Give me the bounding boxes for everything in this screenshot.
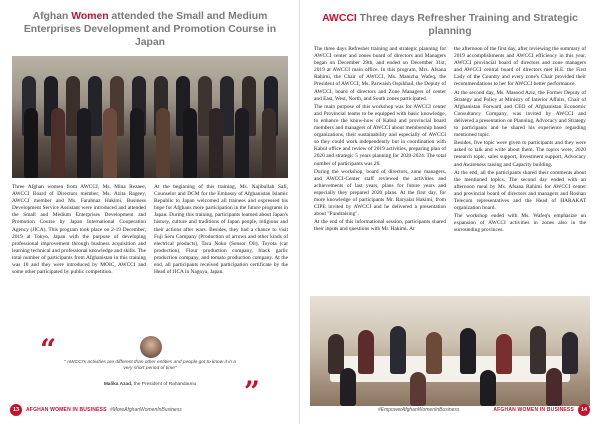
open-quote-icon: “ [40,333,57,366]
headline-text: attended the Small and Medium Enterprises Development and Promotion Course in Japan [23,11,277,48]
close-quote-icon: ” [243,375,260,408]
headline-text: Three days Refresher Training and Strategic planning [356,13,578,37]
paragraph: Besides, five topic were given to participants and they were asked to talk and write about them. The topics were, 2020 research topic, sales support, Investment support, Advocacy and Awareness raising and Capacity building. [454,140,586,168]
left-article-column-1: Three Afghan women from AWCCI, Ms. Mina Rezaee, AWCCI Board of Directors member, Ms. Azita Rageey, AWCCI member and Ms. Farahnaz Hakimi, Business Development Service Assistant were introduced and attended the Small and Medium Enterprises Development and Promotion Course by Japan International Cooperation Agency (JICA). This program took place on 2-19 December, 2019 at Tokyo, Japan with the purpose of developing professional improvement through business acquisition and learning technical and professional knowledge and skills. The total number of participants from Afghanistan in this training was 10 and they were introduced by MOIC, AWCCI and some other participated by public competition. [12,184,146,276]
group-photo [12,56,288,178]
paragraph: At the second day, Ms. Masood Aziz, the Former Deputy of Strategy and Policy at Ministry of Interior Affairs, Chair of Afghanistan Forward and CEO of Afghanistan Economic Consultancy Company, was invited by AWCCI and delivered a presentation on Planning, Advocacy and Strategy to participants and he shared his experience regarding mentioned topic. [454,89,586,139]
paragraph: The three days Refresher training and strategic planning for AWCCI center and zones board of directors and Managers began on December 29th, and ended on December 31st, 2019 at AWCCI main office. In this program, Mrs. Afsana Rahimi, the Chair of AWCCI, Ms. Manizha Wafeq, the President of AWCCI, Ms. Parwaish Ospikhail, the Deputy of AWCCI, board of directors and Zone Managers of center and East, West, North, and South zones participated. [314,46,446,102]
page-number: 13 [10,404,22,416]
workshop-photo [310,296,590,406]
paragraph: the afternoon of the first day, after reviewing the summary of 2019 accomplishments and AWCCI efficiency in this year, AWCCI provincial board of directors and zone managers and AWCCI central board of directors met H.E. the First Lady of the Country and every zone's Chair provided their recommendations to her for AWCCI better performance. [454,46,586,88]
hashtag: #EmpowerAfghanWomenInBusiness [378,407,460,413]
left-headline [8,10,292,49]
quote-author-name: Malika Azad, [103,382,133,387]
headline-accent: Women [71,11,109,22]
left-article-columns [12,184,288,324]
headline-accent: AWCCI [322,13,357,24]
headline-text: Afghan [32,11,72,22]
right-footer [310,404,590,416]
paragraph: At the end, all the participants shared their comments about the mentioned topics. The second day ended with an afternoon meal by Ms. Afsana Rahimi for AWCCI center and provincial board of directors and managers and Roshan Telecom representatives and the Head of HARAKAT organization board. [454,169,586,212]
paragraph: The main purpose of this workshop was for AWCCI center and Provincial teams to be equipped with basic knowledge, to enhance the know-how of Kabul and provincial board members and managers of AWCCI about membership based organizations, their sustainability and especially of AWCCI so they could work independently but in coordination with Kabul office and review of 2019 activities, preparing plan of 2020 and strategic 5 years planning for 2020-2024. The total number of participants was 26. [314,103,446,167]
right-article-column-1 [314,46,446,288]
paragraph: During the workshop, board of directors, zone managers, and AWCCI-Center staff reviewed the activities and achievements of last years, plans for future years and especially they prepared 2020 plans. At the first day, for more knowledge of participants Mr. Baryalai Hakimi, from CIPE invited by AWCCI and he delivered a presentation about "Fundraising". [314,168,446,218]
left-footer [10,404,290,416]
pull-quote [40,333,260,408]
right-article-column-2 [454,46,586,288]
paragraph: At the end of this informational session, participants shared their inputs and questions with Mr. Hakimi. At [314,219,446,233]
right-article-columns [314,46,586,288]
page-number: 14 [578,404,590,416]
left-article-column-2: At the beginning of this training, Ms. Najibullah Safi, Counselor and DCM for the Embassy of Afghanistan Islamic Republic to Japan welcomed all trainees and expressed his hope for Afghans more participation in the future programs in Japan. During this training, participants learned about Japan's history, culture and traditions of Japan people, religions and their actions after wars. Besides, they had a chance to visit Fuji Seru Company (Production of arrows and other kinds of electrical products), Taca Noko (Sensor Oil), Toyota (car production), Flour production company, black garlic production company, and tomato production company. At the end, all participants received participation certificate by the Head of JICA in Nagoya, Japan. [154,184,288,276]
publication-name: AFGHAN WOMEN IN BUSINESS [493,407,574,413]
hashtag: #MoreAfghanWomenInBusiness [110,407,182,413]
speaker-avatar [140,336,162,358]
front-row [18,108,282,178]
publication-name: AFGHAN WOMEN IN BUSINESS [26,407,107,413]
paragraph: The workshop ended with Ms. Wafeq's emphasize on expansion of AWCCI activities in zones also in the surrounding provinces. [454,213,586,234]
quote-text: " AWCCI's activities are different than other entities and people got to know it in a very short period of time" [64,360,236,371]
quote-author-role: the President of Rahandaunu [132,382,197,387]
quote-author [62,382,238,387]
right-page [300,0,600,424]
right-headline [308,12,592,38]
